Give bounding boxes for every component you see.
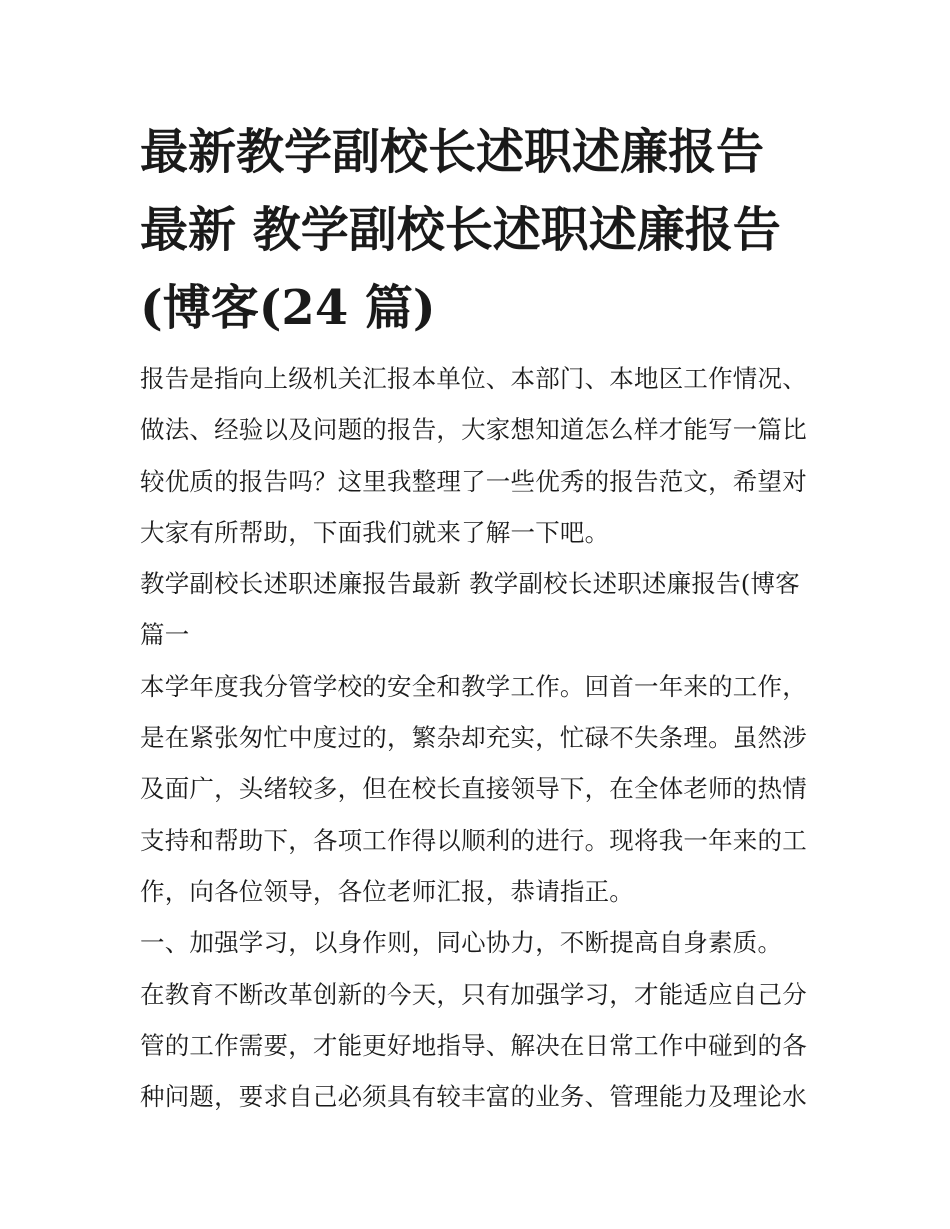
body-line: 较优质的报告吗？这里我整理了一些优秀的报告范文，希望对 — [140, 466, 807, 496]
body-line: 报告是指向上级机关汇报本单位、本部门、本地区工作情况、 — [140, 364, 807, 393]
body-line: 支持和帮助下，各项工作得以顺利的进行。现将我一年来的工 — [140, 825, 807, 855]
section-heading-line: 篇一 — [140, 620, 190, 650]
document-body — [140, 353, 820, 1122]
body-line: 及面广，头绪较多，但在校长直接领导下，在全体老师的热情 — [140, 774, 807, 804]
title-line: (博客(24 篇) — [140, 280, 436, 336]
body-line: 大家有所帮助，下面我们就来了解一下吧。 — [140, 517, 610, 547]
body-line: 做法、经验以及问题的报告，大家想知道怎么样才能写一篇比 — [140, 415, 807, 445]
list-heading-line: 一、加强学习，以身作则，同心协力，不断提高自身素质。 — [140, 928, 783, 958]
document-title — [140, 113, 830, 347]
body-line: 本学年度我分管学校的安全和教学工作。回首一年来的工作， — [140, 671, 807, 701]
body-line: 作，向各位领导，各位老师汇报，恭请指正。 — [140, 876, 634, 906]
section-heading-line: 教学副校长述职述廉报告最新 教学副校长述职述廉报告(博客 — [140, 569, 800, 599]
body-line: 种问题，要求自己必须具有较丰富的业务、管理能力及理论水 — [140, 1082, 807, 1112]
body-line: 管的工作需要，才能更好地指导、解决在日常工作中碰到的各 — [140, 1030, 807, 1060]
title-line: 最新 教学副校长述职述廉报告 — [140, 202, 781, 258]
body-line: 是在紧张匆忙中度过的，繁杂却充实，忙碌不失条理。虽然涉 — [140, 723, 807, 753]
body-line: 在教育不断改革创新的今天，只有加强学习，才能适应自己分 — [140, 979, 807, 1009]
title-line: 最新教学副校长述职述廉报告 — [140, 124, 765, 180]
